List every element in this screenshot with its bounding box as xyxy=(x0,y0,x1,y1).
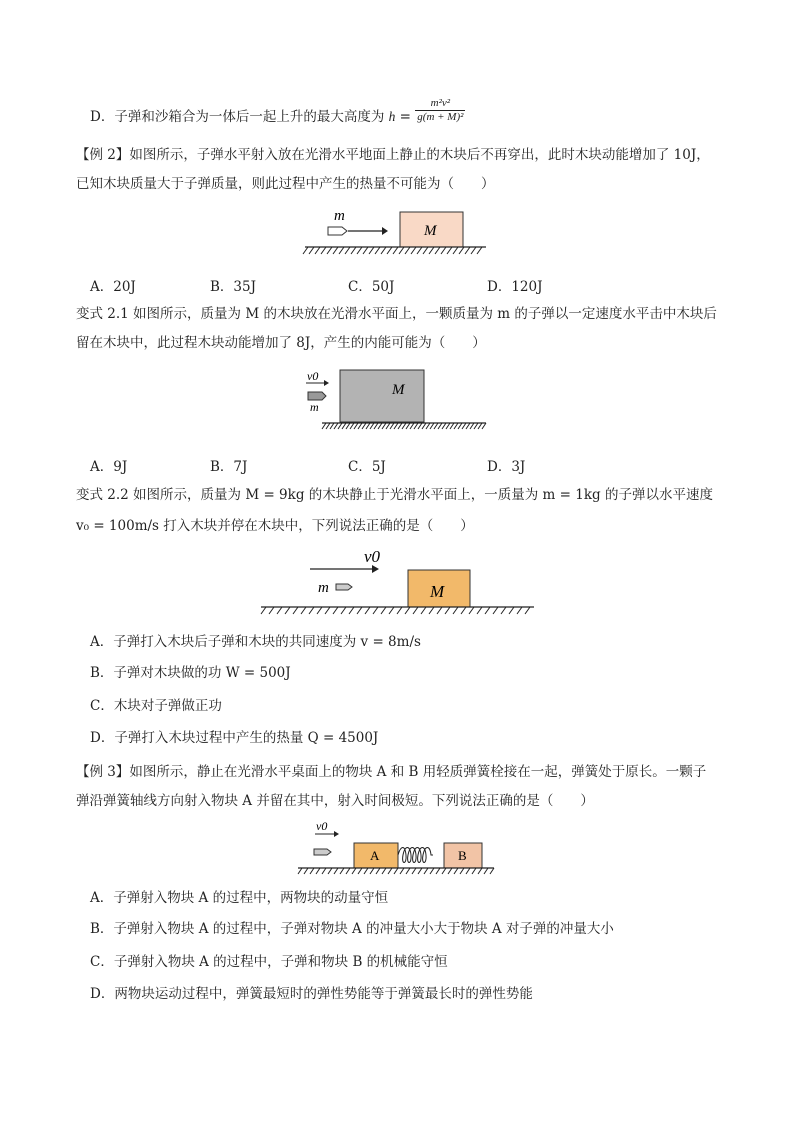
bullet-label: m xyxy=(310,400,319,414)
ground-hatch xyxy=(303,247,482,254)
block-label: M xyxy=(424,223,437,239)
velocity-arrowhead xyxy=(324,380,329,386)
option-c[interactable]: C．5J xyxy=(348,459,386,475)
option-a[interactable]: A．20J xyxy=(90,279,136,295)
variant-2-2-option-b[interactable]: B．子弹对木块做的功 W = 500J xyxy=(90,665,291,681)
ground-hatch xyxy=(261,607,530,614)
velocity-arrowhead xyxy=(372,565,379,573)
option-d[interactable]: D．120J xyxy=(487,279,543,295)
option-a[interactable]: A．9J xyxy=(90,459,128,475)
variant-2-1-figure xyxy=(300,368,490,436)
v0-label: v0 xyxy=(307,369,319,383)
example-3-option-d[interactable]: D．两物块运动过程中，弹簧最短时的弹性势能等于弹簧最长时的弹性势能 xyxy=(90,986,533,1002)
question-1-option-d xyxy=(90,97,465,126)
bullet-shape xyxy=(336,584,352,590)
block-a-label: A xyxy=(370,848,380,863)
example-3-line-1: 【例 3】如图所示，静止在光滑水平桌面上的物块 A 和 B 用轻质弹簧栓接在一起，弹簧处于原长。一颗子 xyxy=(76,764,707,780)
variant-2-2-option-c[interactable]: C．木块对子弹做正功 xyxy=(90,698,222,714)
variant-2-2-option-a[interactable]: A．子弹打入木块后子弹和木块的共同速度为 v = 8m/s xyxy=(90,634,421,650)
block-b-label: B xyxy=(458,848,467,863)
fraction-denominator: g(m + M)² xyxy=(417,111,464,123)
variant-2-1-line-2: 留在木块中，此过程木块动能增加了 8J，产生的内能可能为（ ） xyxy=(76,335,486,351)
v0-label: v0 xyxy=(364,547,381,566)
block-label: M xyxy=(430,582,445,601)
bullet-label: m xyxy=(318,580,329,596)
example-3-option-b[interactable]: B．子弹射入物块 A 的过程中，子弹对物块 A 的冲量大小大于物块 A 对子弹的冲量大小 xyxy=(90,921,614,937)
option-d-text: D．子弹和沙箱合为一体后一起上升的最大高度为 xyxy=(90,109,385,125)
equals-sign: = xyxy=(399,109,411,125)
example-3-option-a[interactable]: A．子弹射入物块 A 的过程中，两物块的动量守恒 xyxy=(90,890,389,906)
velocity-arrowhead xyxy=(382,227,388,235)
example-3-line-2: 弹沿弹簧轴线方向射入物块 A 并留在其中，射入时间极短。下列说法正确的是（ ） xyxy=(76,793,594,809)
option-b[interactable]: B．35J xyxy=(210,279,257,295)
variant-2-2-option-d[interactable]: D．子弹打入木块过程中产生的热量 Q = 4500J xyxy=(90,730,379,746)
example-3-figure xyxy=(296,818,498,880)
bullet-shape xyxy=(308,392,326,400)
example-2-line-1: 【例 2】如图所示，子弹水平射入放在光滑水平地面上静止的木块后不再穿出，此时木块动能增加了 10J， xyxy=(76,147,710,163)
option-d[interactable]: D．3J xyxy=(487,459,526,475)
v0-label: v0 xyxy=(316,819,328,833)
ground-hatch xyxy=(298,868,494,874)
height-fraction xyxy=(415,97,465,124)
spring-coil xyxy=(398,848,433,863)
bullet-label: m xyxy=(334,208,345,224)
variant-2-2-line-1: 变式 2.2 如图所示，质量为 M = 9kg 的木块静止于光滑水平面上，一质量为 m = 1kg 的子弹以水平速度 xyxy=(76,487,713,503)
block-m xyxy=(340,370,424,422)
variant-2-1-line-1: 变式 2.1 如图所示，质量为 M 的木块放在光滑水平面上，一颗质量为 m 的子弹以一定速度水平击中木块后 xyxy=(76,306,717,322)
ground-hatch xyxy=(322,423,486,429)
bullet-shape xyxy=(328,227,347,235)
variant-2-2-figure xyxy=(258,545,538,617)
example-2-line-2: 已知木块质量大于子弹质量，则此过程中产生的热量不可能为（ ） xyxy=(76,176,495,192)
fraction-numerator: m²v² xyxy=(415,97,465,111)
bullet-shape xyxy=(314,849,331,855)
h-variable: h xyxy=(388,109,396,124)
example-2-figure xyxy=(300,205,490,257)
option-b[interactable]: B．7J xyxy=(210,459,248,475)
variant-2-2-line-2: v₀ = 100m/s 打入木块并停在木块中，下列说法正确的是（ ） xyxy=(76,518,474,534)
block-label: M xyxy=(392,382,405,398)
velocity-arrowhead xyxy=(334,831,339,837)
option-c[interactable]: C．50J xyxy=(348,279,395,295)
example-3-option-c[interactable]: C．子弹射入物块 A 的过程中，子弹和物块 B 的机械能守恒 xyxy=(90,954,448,970)
